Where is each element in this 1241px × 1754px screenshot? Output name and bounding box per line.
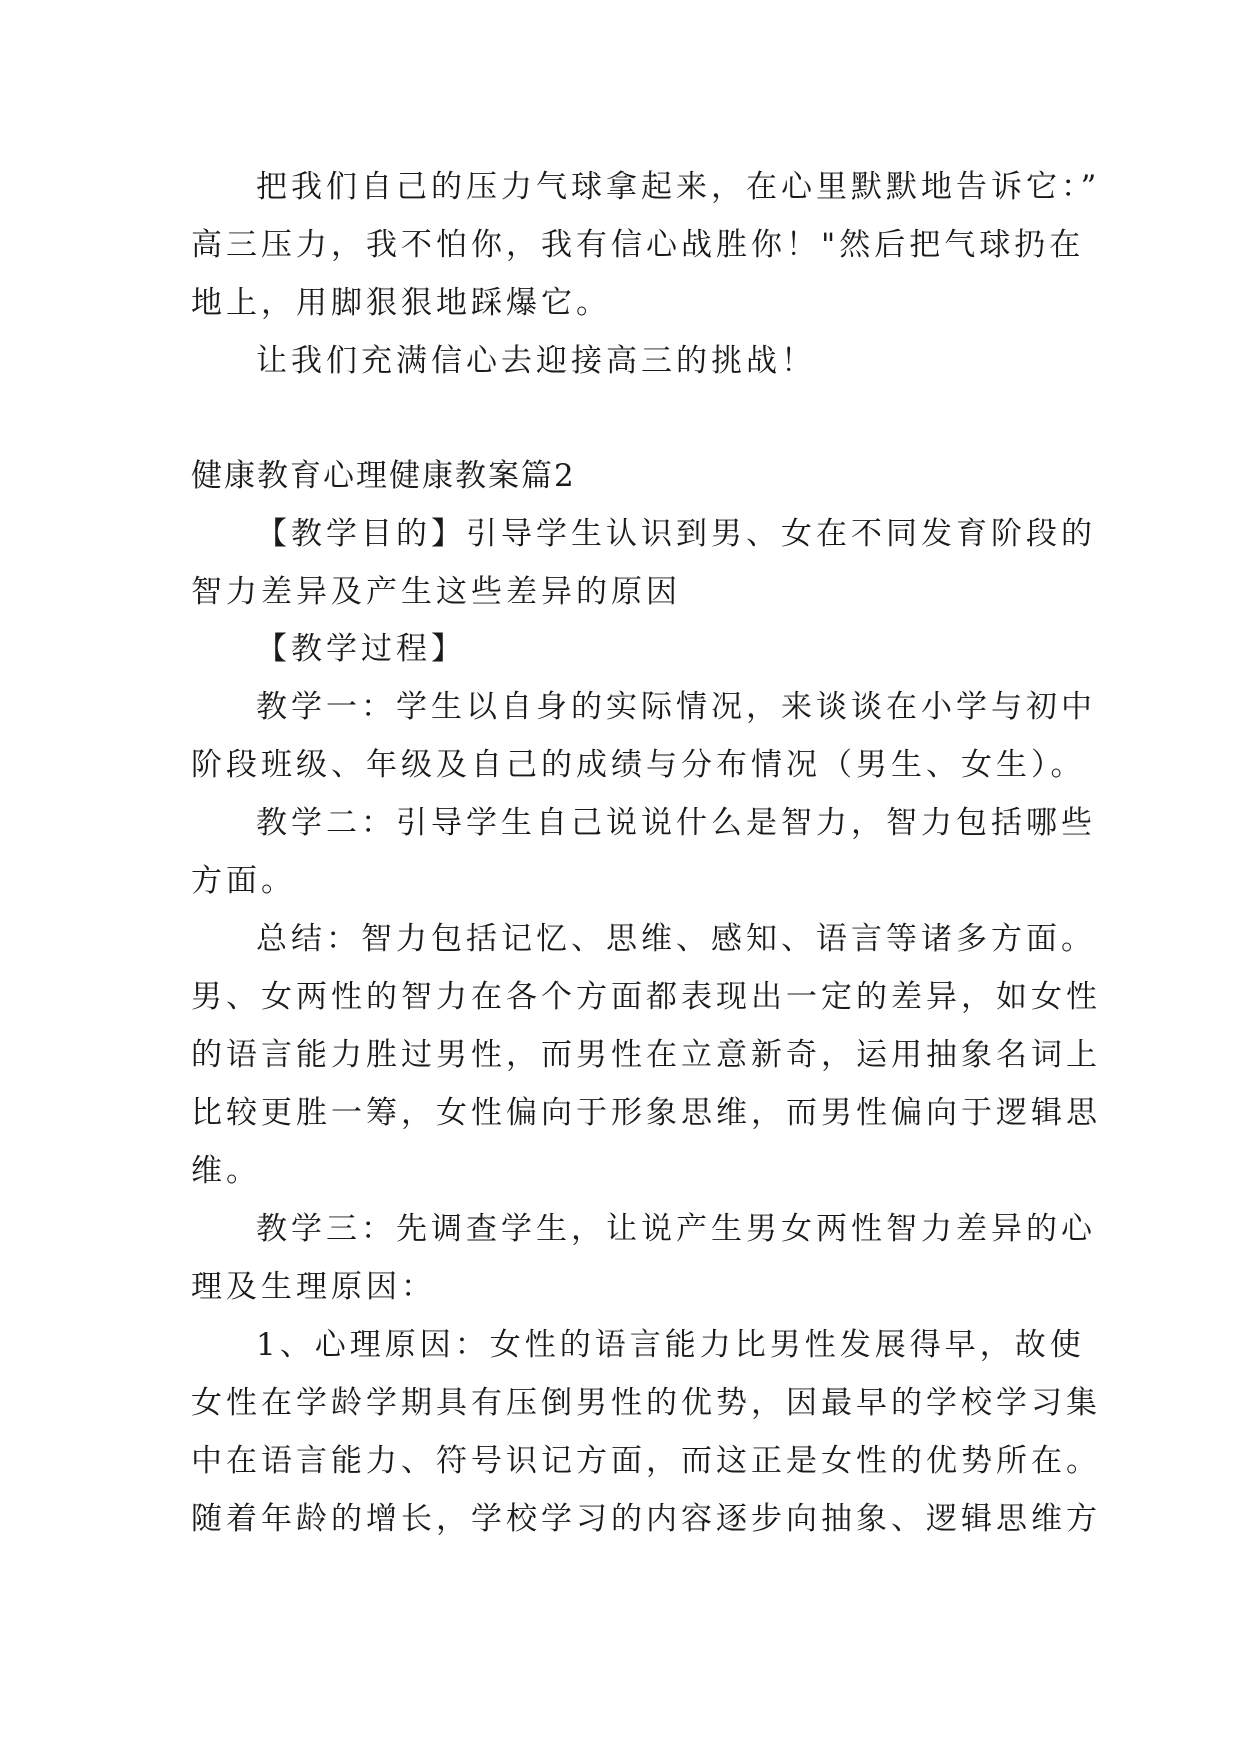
paragraph-line: 智力差异及产生这些差异的原因	[191, 574, 681, 610]
paragraph-line: 理及生理原因：	[191, 1269, 436, 1305]
paragraph-line: 比较更胜一筹，女性偏向于形象思维，而男性偏向于逻辑思	[191, 1095, 1101, 1131]
paragraph-line: 【教学目的】引导学生认识到男、女在不同发育阶段的	[256, 516, 1096, 552]
paragraph-line: 把我们自己的压力气球拿起来，在心里默默地告诉它：”	[256, 169, 1101, 205]
paragraph-line: 教学三：先调查学生，让说产生男女两性智力差异的心	[256, 1211, 1096, 1247]
paragraph-line: 的语言能力胜过男性，而男性在立意新奇，运用抽象名词上	[191, 1037, 1101, 1073]
paragraph-line: 方面。	[191, 863, 296, 899]
paragraph-line: 随着年龄的增长，学校学习的内容逐步向抽象、逻辑思维方	[191, 1501, 1101, 1537]
paragraph-line: 让我们充满信心去迎接高三的挑战！	[256, 343, 816, 379]
paragraph-line: 阶段班级、年级及自己的成绩与分布情况（男生、女生）。	[191, 747, 1086, 783]
paragraph-line: 地上，用脚狠狠地踩爆它。	[191, 285, 611, 321]
paragraph-line: 高三压力，我不怕你，我有信心战胜你！"然后把气球扔在	[191, 227, 1085, 263]
paragraph-line: 【教学过程】	[256, 631, 466, 667]
paragraph-line: 维。	[191, 1153, 261, 1189]
paragraph-line: 男、女两性的智力在各个方面都表现出一定的差异，如女性	[191, 979, 1101, 1015]
section-heading: 健康教育心理健康教案篇2	[191, 458, 576, 494]
paragraph-line: 教学二：引导学生自己说说什么是智力，智力包括哪些	[256, 805, 1096, 841]
paragraph-line: 教学一：学生以自身的实际情况，来谈谈在小学与初中	[256, 689, 1096, 725]
paragraph-line: 中在语言能力、符号识记方面，而这正是女性的优势所在。	[191, 1443, 1101, 1479]
paragraph-line: 1、心理原因：女性的语言能力比男性发展得早，故使	[256, 1327, 1085, 1363]
paragraph-line: 女性在学龄学期具有压倒男性的优势，因最早的学校学习集	[191, 1385, 1101, 1421]
paragraph-line: 总结：智力包括记忆、思维、感知、语言等诸多方面。	[256, 921, 1096, 957]
